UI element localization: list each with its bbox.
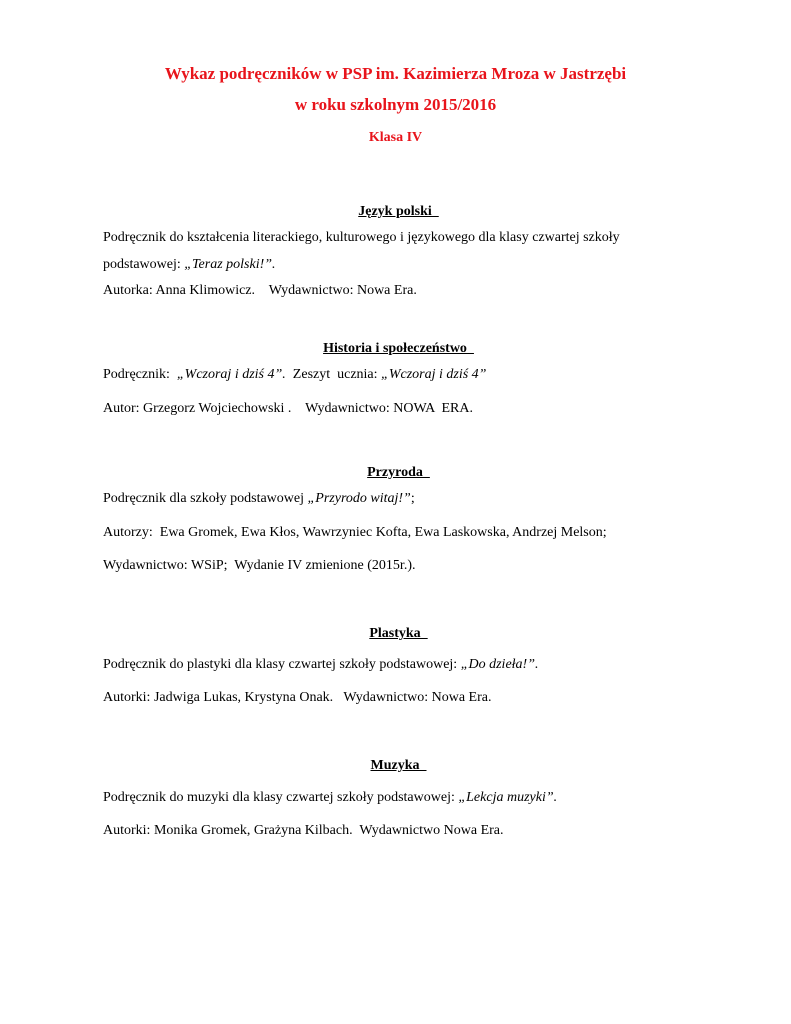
book-title: „Teraz polski!”. [184, 257, 276, 272]
section-line [103, 558, 415, 574]
book-title: „Wczoraj i dziś 4” [381, 367, 487, 382]
line-text: Autorzy: Ewa Gromek, Ewa Kłos, Wawrzyniec Kofta, Ewa Laskowska, Andrzej Melson; [103, 525, 607, 540]
line-text: Podręcznik do muzyki dla klasy czwartej szkoły podstawowej: [103, 790, 459, 805]
line-text: Podręcznik do kształcenia literackiego, kulturowego i językowego dla klasy czwartej szkoły [103, 230, 620, 245]
section-line [103, 823, 504, 839]
line-text: Autor: Grzegorz Wojciechowski . Wydawnictwo: NOWA ERA. [103, 401, 473, 416]
section-line [103, 690, 491, 706]
line-text: Wydawnictwo: WSiP; Wydanie IV zmienione (2015r.). [103, 558, 416, 573]
book-title: „Do dzieła!”. [460, 657, 539, 672]
line-text: Podręcznik do plastyki dla klasy czwartej szkoły podstawowej: [103, 657, 461, 672]
section-heading-muzyka: Muzyka [370, 758, 427, 773]
book-title: „Lekcja muzyki”. [458, 790, 558, 805]
line-text: Zeszyt ucznia: [285, 367, 382, 382]
book-title: „Wczoraj i dziś 4”. [176, 367, 286, 382]
class-label: Klasa IV [368, 130, 423, 145]
section-heading-jezyk-polski: Język polski [358, 204, 439, 219]
line-text: Autorki: Monika Gromek, Grażyna Kilbach. Wydawnictwo Nowa Era. [103, 823, 504, 838]
line-text: Podręcznik dla szkoły podstawowej [103, 491, 308, 506]
line-text: Autorki: Jadwiga Lukas, Krystyna Onak. Wydawnictwo: Nowa Era. [103, 690, 492, 705]
section-heading-plastyka: Plastyka [369, 626, 428, 641]
line-text: Podręcznik: [103, 367, 177, 382]
section-line [103, 790, 557, 806]
line-text: Autorka: Anna Klimowicz. Wydawnictwo: Nowa Era. [103, 283, 417, 298]
section-heading-przyroda: Przyroda [367, 465, 430, 480]
book-title: „Przyrodo witaj!” [307, 491, 411, 506]
section-heading-historia: Historia i społeczeństwo [323, 341, 474, 356]
section-line [103, 367, 486, 383]
section-line [103, 283, 417, 299]
section-line [103, 230, 620, 246]
document-title: Wykaz podręczników w PSP im. Kazimierza Mroza w Jastrzębi [164, 64, 627, 83]
line-text: podstawowej: [103, 257, 185, 272]
school-year: w roku szkolnym 2015/2016 [294, 95, 497, 114]
section-line [103, 257, 276, 273]
section-line [103, 525, 607, 541]
section-line [103, 401, 473, 417]
section-line [103, 657, 539, 673]
line-text: ; [410, 491, 415, 506]
section-line [103, 491, 415, 507]
